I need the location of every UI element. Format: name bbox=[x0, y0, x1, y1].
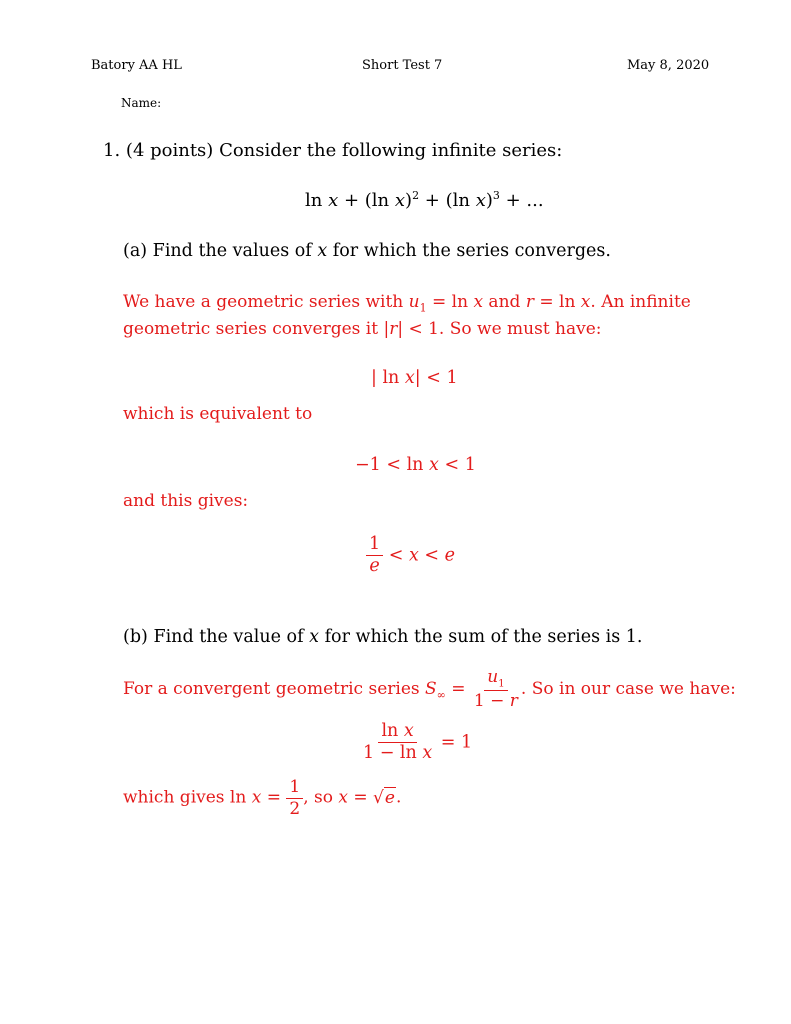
u1-symbol: u bbox=[408, 292, 420, 312]
math-text: < bbox=[383, 545, 409, 566]
part-a-var: x bbox=[317, 241, 328, 261]
math-text: 1 − ln bbox=[363, 743, 423, 764]
header-date: May 8, 2020 bbox=[627, 58, 710, 73]
series-term2-open: (ln bbox=[364, 190, 395, 211]
solution-text: . So in our case we have: bbox=[520, 679, 736, 700]
var-x: x bbox=[251, 787, 262, 808]
fraction-lnx-over-1-minus-lnx bbox=[360, 722, 435, 764]
part-b-text: Find the value of bbox=[153, 627, 310, 647]
frac-den: e bbox=[369, 556, 380, 577]
solution-text: We have a geometric series with bbox=[123, 292, 409, 312]
u1-symbol: u bbox=[487, 667, 499, 687]
solution-text: = ln bbox=[533, 292, 581, 312]
u1-subscript: 1 bbox=[498, 678, 505, 690]
series-plus: + bbox=[338, 190, 365, 211]
series-exp: 2 bbox=[412, 189, 420, 202]
math-text: | < 1 bbox=[414, 368, 458, 388]
math-text: = 1 bbox=[435, 732, 473, 753]
inequality-abs-ln bbox=[371, 368, 458, 388]
solution-text: which gives ln bbox=[123, 787, 252, 808]
series-plus: + bbox=[419, 190, 446, 211]
r-symbol: r bbox=[509, 691, 518, 712]
question-text: Consider the following infinite series: bbox=[219, 140, 563, 161]
question-points: (4 points) bbox=[125, 140, 214, 161]
equivalent-text: which is equivalent to bbox=[123, 404, 313, 424]
series-var: x bbox=[475, 190, 486, 211]
part-a-text: for which the series converges. bbox=[327, 241, 611, 261]
solution-text: and bbox=[483, 292, 526, 312]
var-x: x bbox=[338, 787, 348, 808]
part-b-solution-line1 bbox=[123, 668, 736, 711]
math-text: < bbox=[418, 545, 445, 566]
inequality-ln-bounds bbox=[355, 455, 476, 475]
var-e: e bbox=[444, 545, 455, 566]
series-var: x bbox=[394, 190, 406, 211]
math-text: ln bbox=[381, 721, 404, 741]
part-a-prompt bbox=[123, 241, 611, 261]
part-a-label: (a) bbox=[123, 241, 148, 261]
var-x: x bbox=[580, 292, 591, 312]
var-x: x bbox=[404, 368, 415, 388]
math-text: = bbox=[261, 787, 287, 808]
part-b-final-answer bbox=[123, 778, 401, 818]
s-symbol: S bbox=[425, 679, 437, 700]
series-term3-open: (ln bbox=[445, 190, 476, 211]
fraction-one-half bbox=[286, 778, 303, 818]
frac-den: 2 bbox=[289, 798, 301, 819]
part-b-var: x bbox=[309, 627, 319, 647]
series-term2-close: ) bbox=[405, 190, 413, 211]
solution-text: For a convergent geometric series bbox=[123, 679, 426, 700]
series-exp: 3 bbox=[492, 189, 500, 202]
inequality-x-bounds bbox=[366, 535, 455, 577]
math-text: . bbox=[395, 787, 402, 808]
series-var: x bbox=[328, 190, 339, 211]
question-number: 1. bbox=[103, 140, 121, 161]
var-x: x bbox=[473, 292, 484, 312]
math-text: | ln bbox=[371, 368, 405, 388]
solution-text: geometric series converges it | bbox=[123, 319, 390, 339]
equation-sum-equals-one bbox=[360, 722, 472, 764]
fraction-u1-over-1-minus-r bbox=[471, 668, 521, 711]
series-ln: ln bbox=[305, 190, 323, 211]
part-b-prompt bbox=[123, 627, 642, 647]
s-subscript: ∞ bbox=[436, 688, 446, 702]
series-term3-close: ) bbox=[485, 190, 493, 211]
series-expression bbox=[305, 189, 544, 211]
sqrt-e: √e bbox=[373, 787, 395, 808]
var-x: x bbox=[429, 455, 439, 475]
frac-den bbox=[471, 691, 521, 711]
solution-text: . An infinite bbox=[590, 292, 691, 312]
r-symbol: r bbox=[525, 292, 534, 312]
math-text: = bbox=[347, 787, 374, 808]
var-x: x bbox=[422, 743, 433, 764]
radicand-e: e bbox=[384, 787, 395, 808]
math-text: −1 < ln bbox=[355, 455, 430, 475]
header-course: Batory AA HL bbox=[91, 58, 182, 73]
u1-subscript: 1 bbox=[419, 301, 427, 315]
solution-text: | < 1. So we must have: bbox=[397, 319, 602, 339]
question-prompt bbox=[103, 140, 562, 161]
math-text: = bbox=[445, 679, 471, 700]
frac-num bbox=[484, 668, 507, 691]
part-a-text: Find the values of bbox=[152, 241, 318, 261]
part-b-label: (b) bbox=[123, 627, 148, 647]
part-a-solution-line1 bbox=[123, 292, 691, 314]
part-a-solution-line2 bbox=[123, 319, 602, 339]
var-x: x bbox=[403, 721, 414, 741]
part-b-text: for which the sum of the series is 1. bbox=[319, 627, 643, 647]
frac-num bbox=[378, 722, 416, 743]
fraction-one-over-e bbox=[366, 535, 383, 577]
var-x: x bbox=[408, 545, 419, 566]
gives-text: and this gives: bbox=[123, 491, 249, 511]
math-text: < 1 bbox=[438, 455, 476, 475]
r-symbol: r bbox=[389, 319, 398, 339]
name-label: Name: bbox=[121, 96, 162, 110]
math-text: 1 − bbox=[473, 691, 510, 712]
solution-text: , so bbox=[303, 787, 339, 808]
frac-num: 1 bbox=[286, 778, 303, 799]
frac-num: 1 bbox=[366, 535, 383, 556]
series-tail: + ... bbox=[499, 190, 544, 211]
solution-text: = ln bbox=[426, 292, 474, 312]
header-test-title: Short Test 7 bbox=[362, 58, 443, 73]
frac-den bbox=[360, 743, 435, 763]
